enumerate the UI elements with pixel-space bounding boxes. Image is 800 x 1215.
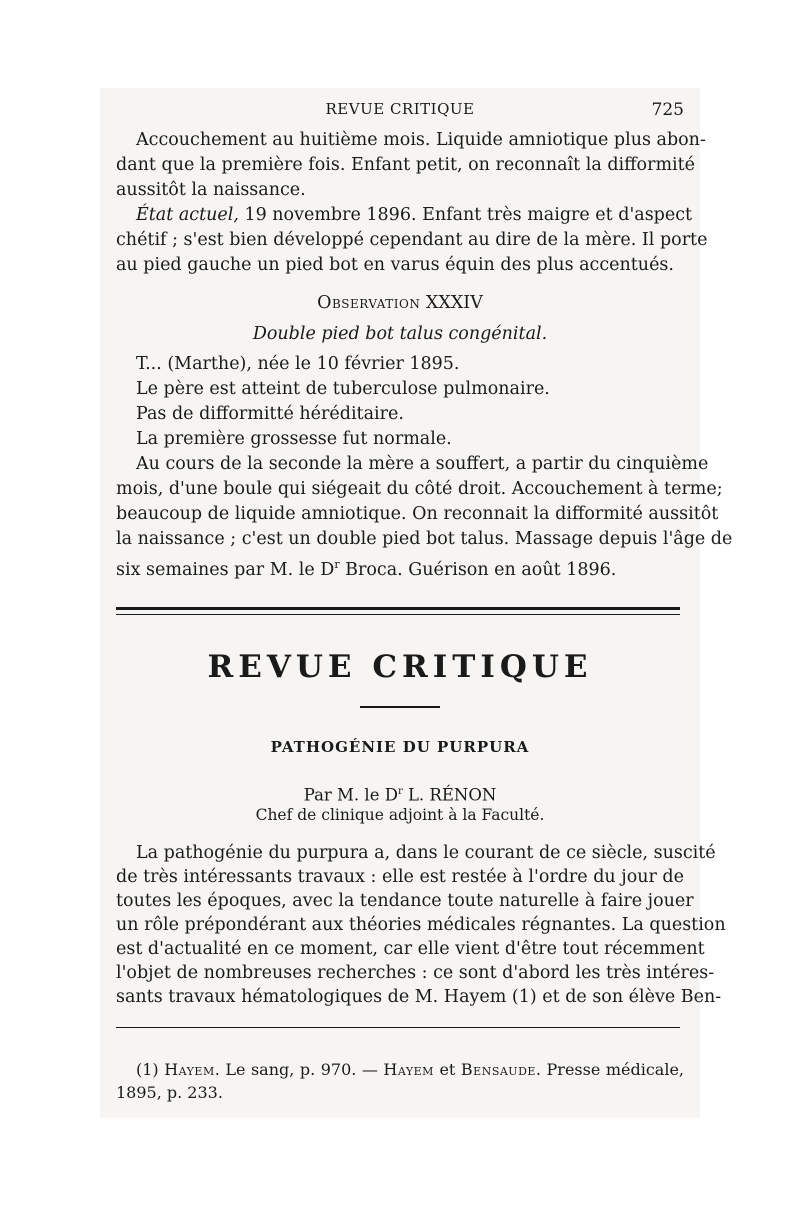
footnote-separator	[116, 1027, 680, 1028]
text-line: Le père est atteint de tuberculose pulmonaire.	[136, 379, 550, 399]
text-run: Broca. Guérison en août 1896.	[339, 559, 617, 580]
text-line: Au cours de la seconde la mère a souffert, a partir du cinquième	[136, 454, 709, 474]
text-line: est d'actualité en ce moment, car elle vient d'être tout récemment	[116, 939, 705, 959]
section-title: REVUE CRITIQUE	[207, 649, 593, 685]
running-head	[116, 100, 684, 122]
title-underline	[360, 706, 440, 708]
observation-subtitle: Double pied bot talus congénital.	[252, 324, 548, 344]
text-line: l'objet de nombreuses recherches : ce sont d'abord les très intéres-	[116, 963, 715, 983]
text-line: La première grossesse fut normale.	[136, 429, 452, 449]
text-run: Par M. le D	[303, 785, 398, 805]
text-line: aussitôt la naissance.	[116, 180, 306, 200]
text-line	[136, 204, 693, 227]
text-line: beaucoup de liquide amniotique. On reconnait la difformité aussitôt	[116, 504, 719, 524]
text-line	[116, 553, 684, 582]
text-line: au pied gauche un pied bot en varus équin des plus accentués.	[116, 255, 674, 275]
text-line: mois, d'une boule qui siégeait du côté droit. Accouchement à terme;	[116, 479, 723, 499]
section-rule-thin	[116, 614, 680, 615]
text-run: et	[433, 1060, 461, 1079]
text-line: Pas de difformitté héréditaire.	[136, 404, 404, 424]
italic-phrase: État actuel,	[136, 205, 239, 225]
affiliation: Chef de clinique adjoint à la Faculté.	[255, 806, 545, 824]
superscript: r	[334, 558, 340, 571]
text-line: chétif ; s'est bien développé cependant au dire de la mère. Il porte	[116, 230, 708, 250]
text-run: L. RÉNON	[402, 785, 497, 805]
author-name: Hayem	[164, 1060, 215, 1079]
text-line: dant que la première fois. Enfant petit, on reconnaît la difformité	[116, 155, 696, 175]
author-name: Bensaude	[460, 1060, 536, 1079]
author-name: Hayem	[383, 1060, 434, 1079]
footnote-line	[136, 1059, 684, 1080]
byline	[116, 780, 684, 807]
text-run: six semaines par M. le D	[116, 559, 335, 580]
section-rule-thick	[116, 607, 680, 610]
text-line: la naissance ; c'est un double pied bot talus. Massage depuis l'âge de	[116, 529, 733, 549]
page-number: 725	[651, 100, 684, 120]
observation-heading	[116, 292, 684, 315]
text-line: T... (Marthe), née le 10 février 1895.	[136, 354, 460, 374]
heading-number: XXXIV	[420, 293, 483, 313]
text-line: toutes les époques, avec la tendance toute naturelle à faire jouer	[116, 891, 694, 911]
running-title: REVUE CRITIQUE	[325, 100, 475, 118]
text-run: 19 novembre 1896. Enfant très maigre et d'aspect	[238, 205, 693, 225]
article-title: PATHOGÉNIE DU PURPURA	[270, 738, 530, 756]
text-line: sants travaux hématologiques de M. Hayem (1) et de son élève Ben-	[116, 987, 722, 1007]
text-run: . Presse médicale,	[535, 1060, 685, 1079]
footnote-line: 1895, p. 233.	[116, 1083, 223, 1102]
text-line: Accouchement au huitième mois. Liquide amniotique plus abon-	[136, 130, 706, 150]
text-line: La pathogénie du purpura a, dans le courant de ce siècle, suscité	[136, 843, 716, 863]
text-line: de très intéressants travaux : elle est restée à l'ordre du jour de	[116, 867, 684, 887]
text-line: un rôle prépondérant aux théories médicales régnantes. La question	[116, 915, 726, 935]
footnote-mark: (1)	[136, 1060, 165, 1079]
heading-smallcaps: Observation	[317, 293, 421, 313]
superscript: r	[397, 786, 403, 797]
text-run: . Le sang, p. 970. —	[214, 1060, 384, 1079]
